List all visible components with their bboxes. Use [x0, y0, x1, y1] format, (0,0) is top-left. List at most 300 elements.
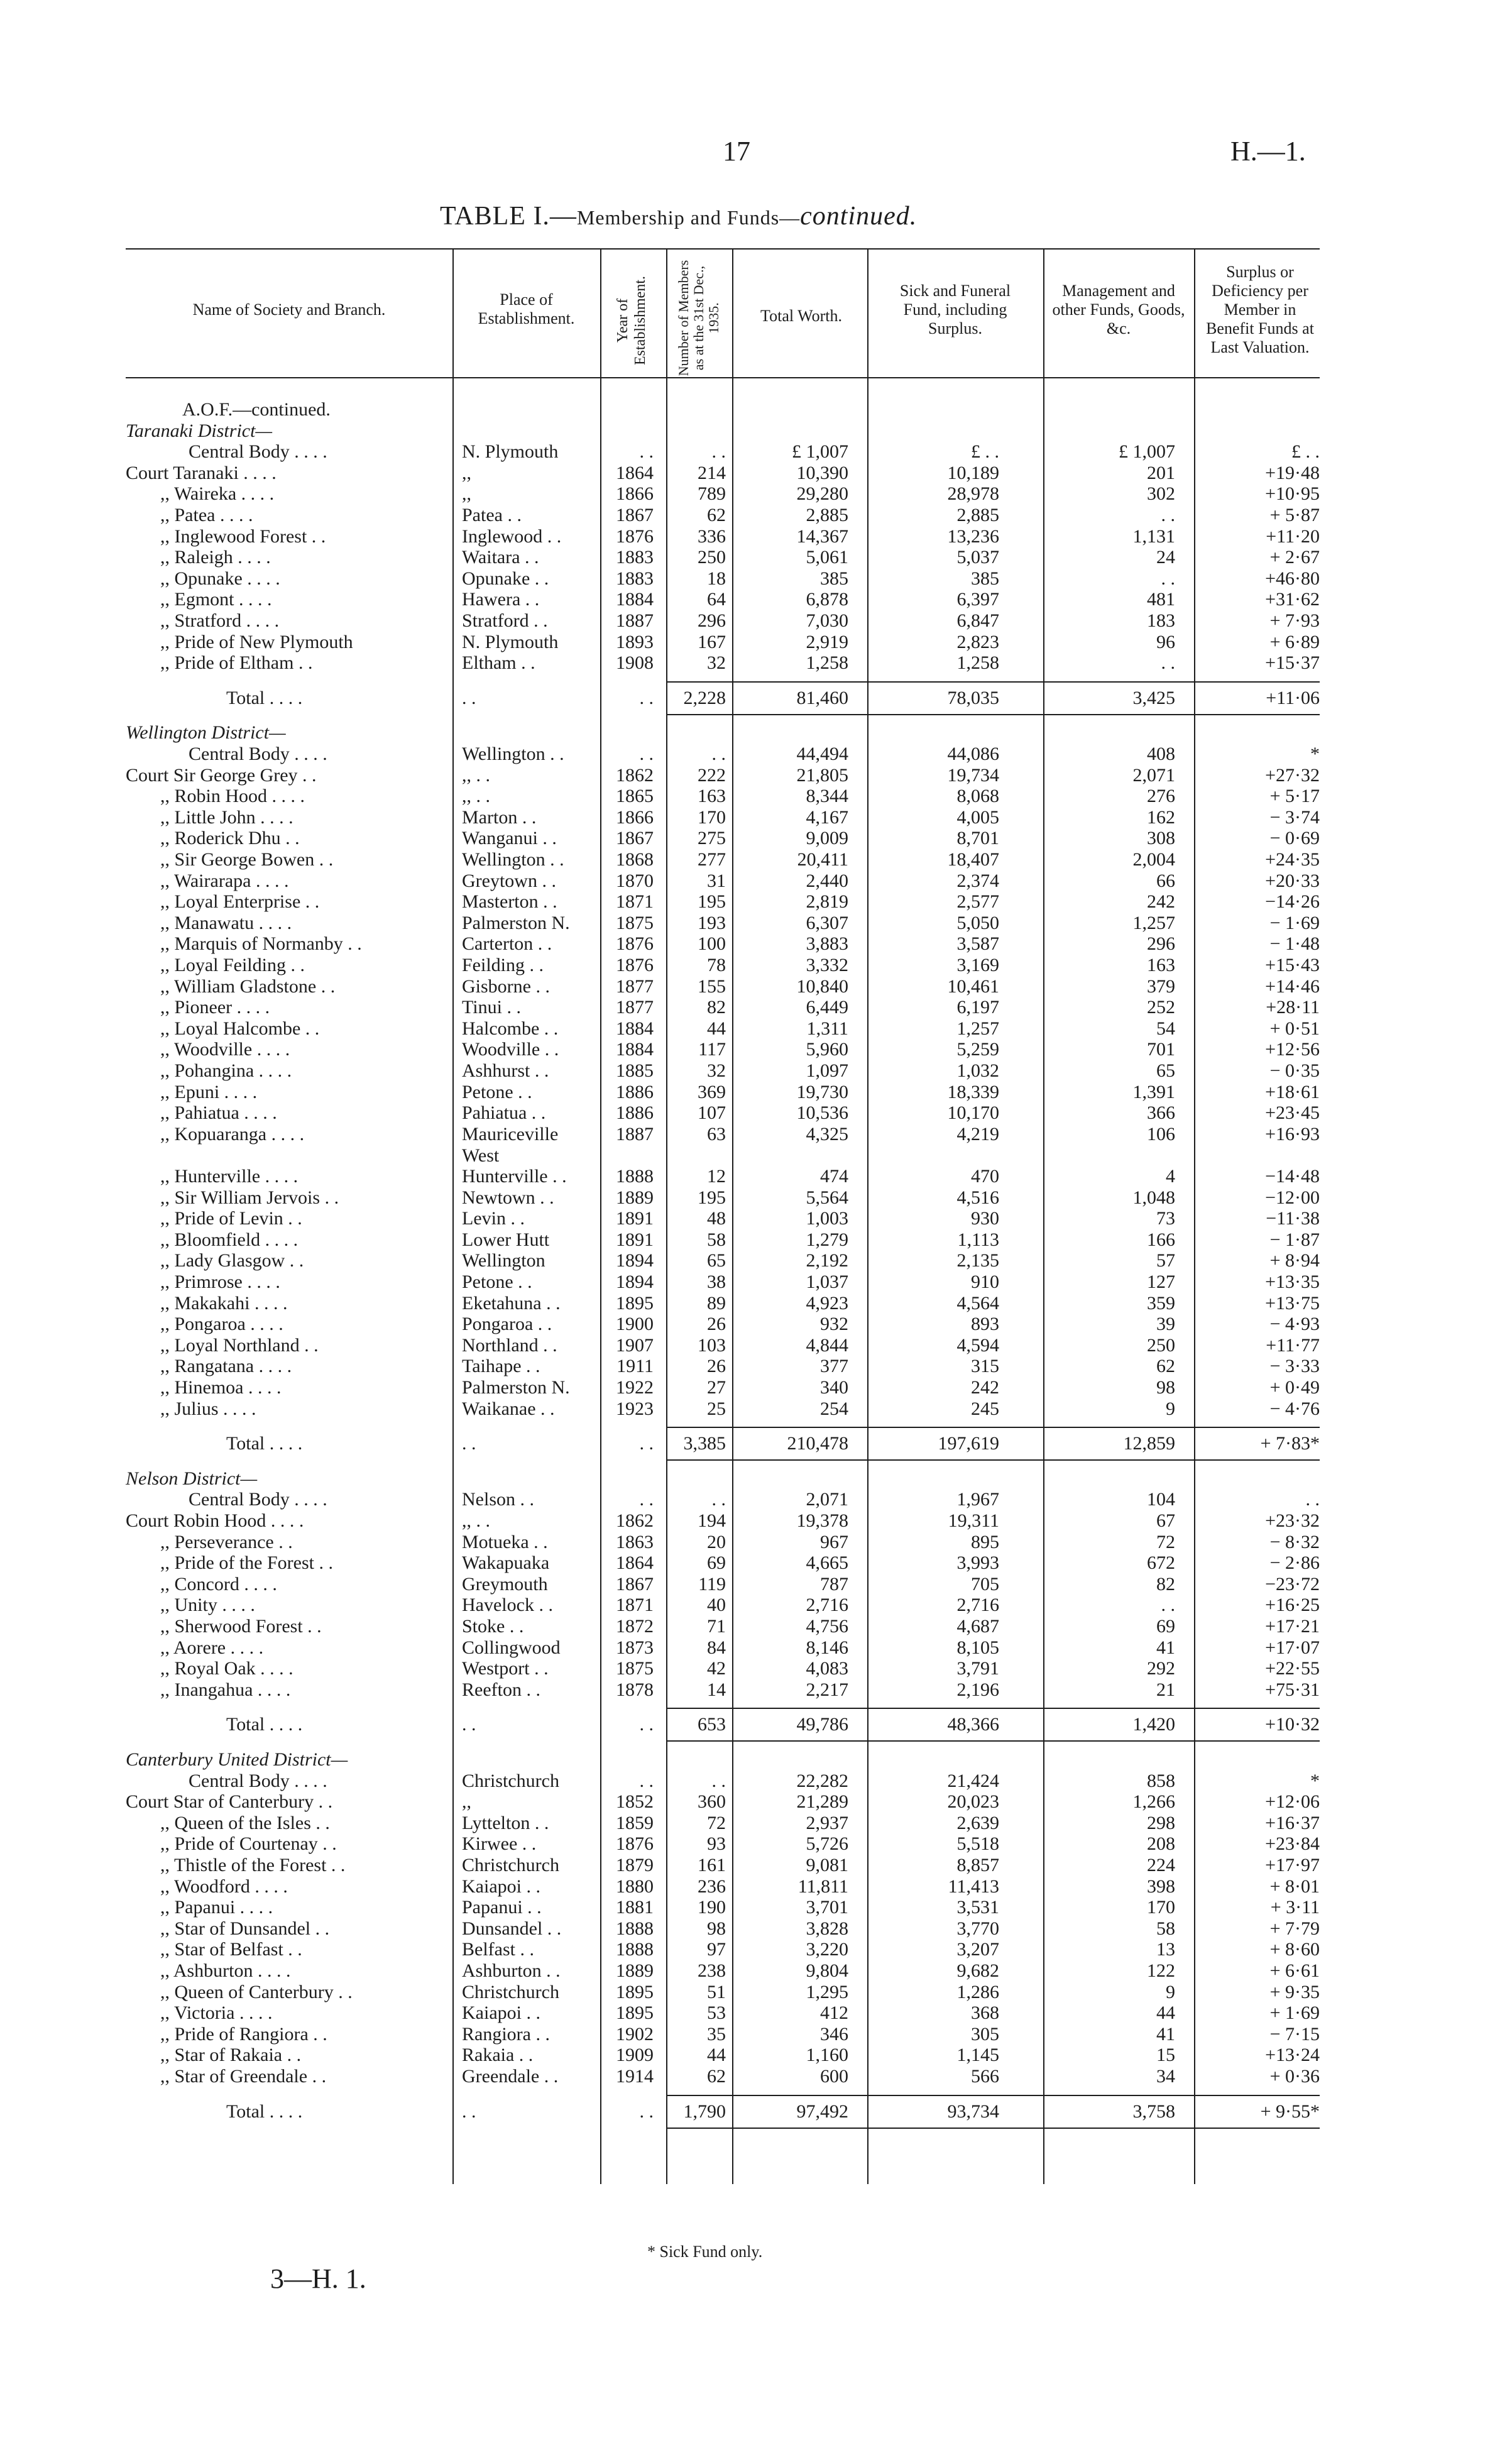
cell-place: Kaiapoi . . — [462, 1875, 540, 1897]
cell-mgmt: 44 — [1156, 2002, 1175, 2024]
branch-name: ,, Kopuaranga . . . . — [160, 1123, 305, 1145]
cell-mgmt: 82 — [1156, 1573, 1175, 1595]
cell-members: 53 — [707, 2002, 726, 2024]
cell-sick: 2,374 — [956, 870, 999, 891]
branch-name: ,, William Gladstone . . — [160, 975, 336, 997]
cell-surplus: − 8·32 — [1269, 1531, 1320, 1552]
cell-place: Taihape . . — [462, 1356, 540, 1377]
cell-surplus: +17·97 — [1265, 1855, 1320, 1875]
cell-year: 1922 — [616, 1377, 654, 1398]
cell-mgmt: . . — [1161, 1595, 1175, 1616]
cell-mgmt: 1,257 — [1132, 912, 1175, 933]
branch-name: ,, Royal Oak . . . . — [160, 1658, 293, 1679]
cell-members: 84 — [707, 1637, 726, 1658]
cell-year: 1870 — [616, 870, 654, 891]
cell-members: 97 — [707, 1939, 726, 1960]
cell-worth: 19,730 — [796, 1081, 848, 1102]
cell-surplus: + 0·36 — [1269, 2066, 1320, 2087]
cell-sick: 910 — [971, 1271, 999, 1292]
cell-place: Rakaia . . — [462, 2045, 534, 2066]
cell-worth: 5,061 — [806, 547, 848, 568]
cell-members: 100 — [698, 933, 726, 955]
cell-surplus: +14·46 — [1265, 975, 1320, 997]
cell-mgmt: 67 — [1156, 1510, 1175, 1531]
section-label: A.O.F.—continued. — [182, 399, 331, 420]
cell-surplus: − 2·86 — [1269, 1552, 1320, 1574]
cell-members: 27 — [707, 1377, 726, 1398]
cell-mgmt: 701 — [1147, 1039, 1175, 1060]
cell-members: 789 — [698, 483, 726, 505]
cell-members: 214 — [698, 462, 726, 483]
cell-mgmt: 276 — [1147, 786, 1175, 807]
cell-year: 1923 — [616, 1398, 654, 1419]
cell-place: Kirwee . . — [462, 1833, 537, 1855]
cell-surplus: +31·62 — [1265, 589, 1320, 610]
cell-year: 1891 — [616, 1208, 654, 1229]
cell-place: N. Plymouth — [462, 631, 559, 652]
cell-surplus: − 1·69 — [1269, 912, 1320, 933]
cell-worth: 346 — [820, 2023, 848, 2045]
cell-members: 369 — [698, 1081, 726, 1102]
cell-sick: 4,564 — [956, 1292, 999, 1314]
cell-place: Hawera . . — [462, 589, 540, 610]
cell-place: Reefton . . — [462, 1679, 540, 1700]
cell-worth: 8,344 — [806, 786, 848, 807]
cell-surplus: −14·48 — [1265, 1166, 1320, 1187]
cell-worth: 412 — [820, 2002, 848, 2024]
cell-mgmt: 54 — [1156, 1018, 1175, 1039]
header-members: Number of Members as at the 31st Dec., 1935. — [676, 260, 721, 376]
cell-worth: 1,003 — [806, 1208, 848, 1229]
branch-name: ,, Loyal Halcombe . . — [160, 1018, 320, 1039]
header-year: Year of Establishment. — [615, 276, 649, 365]
cell-surplus: +46·80 — [1265, 568, 1320, 589]
branch-name: ,, Stratford . . . . — [160, 610, 280, 631]
cell-worth: 5,564 — [806, 1187, 848, 1208]
cell-worth: £ 1,007 — [792, 441, 848, 463]
cell-mgmt: 292 — [1147, 1658, 1175, 1679]
cell-sick: 305 — [971, 2023, 999, 2045]
cell-worth: 3,883 — [806, 933, 848, 955]
cell-year: 1867 — [616, 505, 654, 525]
branch-name: Central Body . . . . — [189, 1489, 327, 1510]
cell-members: 1,790 — [683, 2100, 726, 2122]
cell-place: Tinui . . — [462, 997, 521, 1018]
cell-mgmt: 24 — [1156, 547, 1175, 568]
district-label: Canterbury United District— — [126, 1749, 348, 1770]
branch-name: ,, Rangatana . . . . — [160, 1356, 292, 1377]
cell-worth: 1,160 — [806, 2045, 848, 2066]
cell-members: 25 — [707, 1398, 726, 1419]
cell-surplus: −11·38 — [1266, 1208, 1320, 1229]
cell-sick: 6,847 — [956, 610, 999, 631]
cell-sick: 5,518 — [956, 1833, 999, 1855]
cell-sick: 5,259 — [956, 1039, 999, 1060]
cell-sick: 20,023 — [947, 1791, 999, 1813]
cell-year: 1891 — [616, 1229, 654, 1250]
cell-sick: 6,197 — [956, 997, 999, 1018]
cell-year: 1888 — [616, 1918, 654, 1939]
branch-name: ,, Egmont . . . . — [160, 589, 272, 610]
cell-mgmt: 162 — [1147, 806, 1175, 828]
cell-sick: 368 — [971, 2002, 999, 2024]
cell-surplus: + 3·11 — [1270, 1897, 1320, 1918]
branch-name: ,, Perseverance . . — [160, 1531, 293, 1552]
title-smallcaps: Membership and Funds— — [576, 206, 801, 229]
cell-year: 1859 — [616, 1812, 654, 1833]
cell-sick: 566 — [971, 2066, 999, 2087]
cell-place: Woodville . . — [462, 1039, 559, 1060]
cell-mgmt: 224 — [1147, 1855, 1175, 1875]
district-label: Nelson District— — [126, 1468, 258, 1489]
cell-members: 238 — [698, 1960, 726, 1981]
cell-worth: 10,390 — [796, 462, 848, 483]
cell-place: Feilding . . — [462, 955, 544, 975]
cell-year: 1895 — [616, 2002, 654, 2024]
cell-mgmt: 366 — [1147, 1102, 1175, 1124]
cell-place: Patea . . — [462, 505, 522, 525]
cell-worth: 14,367 — [796, 525, 848, 547]
cell-worth: 4,167 — [806, 806, 848, 828]
cell-year: 1895 — [616, 1981, 654, 2002]
cell-mgmt: 250 — [1147, 1334, 1175, 1356]
cell-sick: 21,424 — [947, 1770, 999, 1791]
cell-place: Carterton . . — [462, 933, 552, 955]
branch-name: Court Star of Canterbury . . — [126, 1791, 333, 1813]
cell-members: 78 — [707, 955, 726, 975]
title-main: TABLE I.— — [440, 202, 577, 231]
cell-year: 1875 — [616, 912, 654, 933]
cell-mgmt: 13 — [1156, 1939, 1175, 1960]
cell-worth: 600 — [820, 2066, 848, 2087]
cell-surplus: +10·32 — [1265, 1714, 1320, 1735]
cell-sick: 4,219 — [956, 1123, 999, 1145]
cell-sick: 930 — [971, 1208, 999, 1229]
cell-sick: 2,716 — [956, 1595, 999, 1616]
cell-surplus: −14·26 — [1265, 891, 1320, 913]
cell-place: Gisborne . . — [462, 975, 550, 997]
cell-members: 93 — [707, 1833, 726, 1855]
cell-year: 1884 — [616, 589, 654, 610]
cell-worth: 2,819 — [806, 891, 848, 913]
cell-surplus: +18·61 — [1265, 1081, 1320, 1102]
cell-members: 277 — [698, 849, 726, 870]
cell-sick: 8,105 — [956, 1637, 999, 1658]
cell-surplus: +11·77 — [1266, 1334, 1320, 1356]
cell-members: 51 — [707, 1981, 726, 2002]
cell-year: 1883 — [616, 547, 654, 568]
cell-place: Waitara . . — [462, 547, 539, 568]
cell-year: 1879 — [616, 1855, 654, 1875]
cell-members: 193 — [698, 912, 726, 933]
cell-members: . . — [711, 1489, 726, 1510]
total-rule — [666, 2128, 1320, 2129]
cell-place: Wakapuaka — [462, 1552, 550, 1574]
cell-surplus: + 8·94 — [1269, 1250, 1320, 1271]
branch-name: ,, Loyal Feilding . . — [160, 955, 305, 975]
cell-members: 63 — [707, 1123, 726, 1145]
branch-name: Central Body . . . . — [189, 441, 327, 463]
cell-year: 1880 — [616, 1875, 654, 1897]
cell-place: Inglewood . . — [462, 525, 562, 547]
cell-year: 1852 — [616, 1791, 654, 1813]
cell-place: ,, . . — [462, 764, 490, 786]
cell-surplus: − 0·35 — [1269, 1060, 1320, 1081]
cell-year: 1875 — [616, 1658, 654, 1679]
cell-surplus: −23·72 — [1265, 1573, 1320, 1595]
cell-surplus: +24·35 — [1265, 849, 1320, 870]
cell-sick: 19,734 — [947, 764, 999, 786]
cell-place: Pahiatua . . — [462, 1102, 546, 1124]
cell-mgmt: 481 — [1147, 589, 1175, 610]
cell-year: 1886 — [616, 1081, 654, 1102]
cell-sick: 8,068 — [956, 786, 999, 807]
cell-mgmt: 69 — [1156, 1616, 1175, 1637]
cell-sick: 18,407 — [947, 849, 999, 870]
cell-sick: 1,032 — [956, 1060, 999, 1081]
cell-mgmt: 9 — [1166, 1398, 1175, 1419]
cell-year: 1864 — [616, 462, 654, 483]
cell-worth: 3,220 — [806, 1939, 848, 1960]
cell-sick: 385 — [971, 568, 999, 589]
sheet-reference: 3—H. 1. — [270, 2263, 366, 2294]
cell-place: Stoke . . — [462, 1616, 524, 1637]
cell-worth: 97,492 — [796, 2100, 848, 2122]
cell-sick: 3,587 — [956, 933, 999, 955]
total-label: Total . . . . — [226, 2100, 303, 2122]
cell-members: 163 — [698, 786, 726, 807]
cell-sick: 1,286 — [956, 1981, 999, 2002]
cell-worth: 2,937 — [806, 1812, 848, 1833]
cell-mgmt: 15 — [1156, 2045, 1175, 2066]
cell-mgmt: 166 — [1147, 1229, 1175, 1250]
cell-mgmt: 66 — [1156, 870, 1175, 891]
cell-place: ,, — [462, 483, 471, 505]
cell-members: 38 — [707, 1271, 726, 1292]
cell-year: 1863 — [616, 1531, 654, 1552]
cell-members: 653 — [698, 1714, 726, 1735]
cell-surplus: +13·24 — [1265, 2045, 1320, 2066]
cell-surplus: + 5·87 — [1269, 505, 1320, 525]
cell-worth: 4,325 — [806, 1123, 848, 1145]
cell-year: . . — [639, 1770, 654, 1791]
cell-worth: 10,536 — [796, 1102, 848, 1124]
cell-members: 72 — [707, 1812, 726, 1833]
cell-sick: 470 — [971, 1166, 999, 1187]
cell-surplus: + 9·55* — [1260, 2100, 1320, 2122]
cell-surplus: + 5·17 — [1269, 786, 1320, 807]
branch-name: ,, Star of Dunsandel . . — [160, 1918, 330, 1939]
cell-year: 1862 — [616, 764, 654, 786]
cell-members: . . — [711, 441, 726, 463]
cell-members: 31 — [707, 870, 726, 891]
cell-worth: 3,332 — [806, 955, 848, 975]
cell-year: 1887 — [616, 610, 654, 631]
cell-surplus: * — [1310, 744, 1320, 764]
cell-place: Havelock . . — [462, 1595, 553, 1616]
cell-place: Northland . . — [462, 1334, 557, 1356]
cell-surplus: +15·37 — [1265, 652, 1320, 674]
cell-surplus: +23·45 — [1265, 1102, 1320, 1124]
total-label: Total . . . . — [226, 687, 303, 708]
cell-place: Hunterville . . — [462, 1166, 567, 1187]
cell-members: 98 — [707, 1918, 726, 1939]
title-italic: continued. — [800, 202, 918, 231]
cell-year: 1888 — [616, 1939, 654, 1960]
cell-mgmt: 308 — [1147, 828, 1175, 849]
cell-mgmt: 65 — [1156, 1060, 1175, 1081]
cell-surplus: + 0·49 — [1269, 1377, 1320, 1398]
cell-place: Newtown . . — [462, 1187, 554, 1208]
cell-members: 360 — [698, 1791, 726, 1813]
cell-sick: 315 — [971, 1356, 999, 1377]
cell-year: 1894 — [616, 1271, 654, 1292]
cell-members: 40 — [707, 1595, 726, 1616]
cell-members: . . — [711, 1770, 726, 1791]
cell-worth: 7,030 — [806, 610, 848, 631]
cell-year: . . — [639, 744, 654, 764]
cell-surplus: +16·25 — [1265, 1595, 1320, 1616]
cell-sick: 28,978 — [947, 483, 999, 505]
cell-surplus: +16·93 — [1265, 1123, 1320, 1145]
cell-mgmt: 858 — [1147, 1770, 1175, 1791]
cell-mgmt: 2,071 — [1132, 764, 1175, 786]
cell-members: 65 — [707, 1250, 726, 1271]
cell-worth: 10,840 — [796, 975, 848, 997]
cell-place: Ashhurst . . — [462, 1060, 549, 1081]
branch-name: ,, Raleigh . . . . — [160, 547, 271, 568]
cell-year: 1872 — [616, 1616, 654, 1637]
cell-surplus: −12·00 — [1265, 1187, 1320, 1208]
cell-members: 32 — [707, 1060, 726, 1081]
cell-worth: 377 — [820, 1356, 848, 1377]
total-rule — [666, 681, 1320, 683]
cell-sick: 1,145 — [956, 2045, 999, 2066]
cell-sick: 2,885 — [956, 505, 999, 525]
cell-sick: 4,516 — [956, 1187, 999, 1208]
cell-sick: 44,086 — [947, 744, 999, 764]
cell-surplus: +12·56 — [1265, 1039, 1320, 1060]
cell-place: Palmerston N. — [462, 1377, 570, 1398]
cell-members: 103 — [698, 1334, 726, 1356]
cell-place: Kaiapoi . . — [462, 2002, 540, 2024]
cell-members: 236 — [698, 1875, 726, 1897]
cell-surplus: + 7·79 — [1269, 1918, 1320, 1939]
branch-name: ,, Sir William Jervois . . — [160, 1187, 339, 1208]
cell-sick: 2,639 — [956, 1812, 999, 1833]
cell-year: . . — [639, 441, 654, 463]
cell-members: 155 — [698, 975, 726, 997]
cell-mgmt: . . — [1161, 505, 1175, 525]
cell-place: Collingwood — [462, 1637, 561, 1658]
cell-members: . . — [711, 744, 726, 764]
cell-worth: 6,449 — [806, 997, 848, 1018]
cell-members: 296 — [698, 610, 726, 631]
cell-members: 69 — [707, 1552, 726, 1574]
cell-year: . . — [639, 1714, 654, 1735]
total-rule — [666, 2095, 1320, 2096]
total-rule — [666, 714, 1320, 715]
cell-sick: 4,005 — [956, 806, 999, 828]
cell-year: 1868 — [616, 849, 654, 870]
branch-name: ,, Pahiatua . . . . — [160, 1102, 277, 1124]
branch-name: ,, Patea . . . . — [160, 505, 253, 525]
cell-mgmt: 170 — [1147, 1897, 1175, 1918]
cell-sick: 3,770 — [956, 1918, 999, 1939]
cell-mgmt: 3,758 — [1132, 2100, 1175, 2122]
cell-worth: 2,192 — [806, 1250, 848, 1271]
cell-place: Christchurch — [462, 1770, 559, 1791]
cell-mgmt: 252 — [1147, 997, 1175, 1018]
cell-place: Petone . . — [462, 1081, 532, 1102]
cell-surplus: +20·33 — [1265, 870, 1320, 891]
cell-surplus: +10·95 — [1265, 483, 1320, 505]
cell-sick: 13,236 — [947, 525, 999, 547]
cell-worth: 6,307 — [806, 912, 848, 933]
branch-name: ,, Hinemoa . . . . — [160, 1377, 282, 1398]
cell-year: 1883 — [616, 568, 654, 589]
cell-year: 1895 — [616, 1292, 654, 1314]
branch-name: ,, Sherwood Forest . . — [160, 1616, 322, 1637]
cell-place: Waikanae . . — [462, 1398, 555, 1419]
cell-worth: 4,665 — [806, 1552, 848, 1574]
cell-place: Nelson . . — [462, 1489, 534, 1510]
cell-worth: 2,071 — [806, 1489, 848, 1510]
branch-name: ,, Ashburton . . . . — [160, 1960, 291, 1981]
cell-worth: 3,701 — [806, 1897, 848, 1918]
cell-worth: 21,289 — [796, 1791, 848, 1813]
cell-place: Levin . . — [462, 1208, 525, 1229]
cell-sick: 10,189 — [947, 462, 999, 483]
cell-surplus: + 6·89 — [1269, 631, 1320, 652]
cell-mgmt: 201 — [1147, 462, 1175, 483]
cell-place: Lower Hutt — [462, 1229, 550, 1250]
cell-surplus: +13·35 — [1265, 1271, 1320, 1292]
cell-mgmt: 1,048 — [1132, 1187, 1175, 1208]
cell-year: 1914 — [616, 2066, 654, 2087]
cell-place: Greendale . . — [462, 2066, 559, 2087]
branch-name: ,, Woodford . . . . — [160, 1875, 288, 1897]
cell-sick: 705 — [971, 1573, 999, 1595]
branch-name: ,, Star of Belfast . . — [160, 1939, 302, 1960]
cell-place: . . — [462, 1714, 476, 1735]
cell-place: . . — [462, 687, 476, 708]
cell-worth: 29,280 — [796, 483, 848, 505]
cell-year: 1884 — [616, 1018, 654, 1039]
cell-place: Mauriceville West — [462, 1123, 559, 1166]
page-number: 17 — [723, 136, 750, 167]
cell-mgmt: 39 — [1156, 1314, 1175, 1335]
header-mgmt: Management and other Funds, Goods, &c. — [1052, 282, 1185, 338]
cell-members: 20 — [707, 1531, 726, 1552]
cell-mgmt: 3,425 — [1132, 687, 1175, 708]
cell-mgmt: 41 — [1156, 2023, 1175, 2045]
cell-sick: 11,413 — [948, 1875, 999, 1897]
cell-surplus: + 7·93 — [1269, 610, 1320, 631]
cell-sick: 893 — [971, 1314, 999, 1335]
cell-members: 167 — [698, 631, 726, 652]
cell-members: 190 — [698, 1897, 726, 1918]
cell-members: 82 — [707, 997, 726, 1018]
cell-year: 1866 — [616, 806, 654, 828]
cell-surplus: + 6·61 — [1269, 1960, 1320, 1981]
cell-worth: 2,885 — [806, 505, 848, 525]
branch-name: ,, Aorere . . . . — [160, 1637, 264, 1658]
cell-worth: 11,811 — [797, 1875, 848, 1897]
cell-sick: 5,037 — [956, 547, 999, 568]
cell-mgmt: . . — [1161, 568, 1175, 589]
cell-worth: 44,494 — [796, 744, 848, 764]
